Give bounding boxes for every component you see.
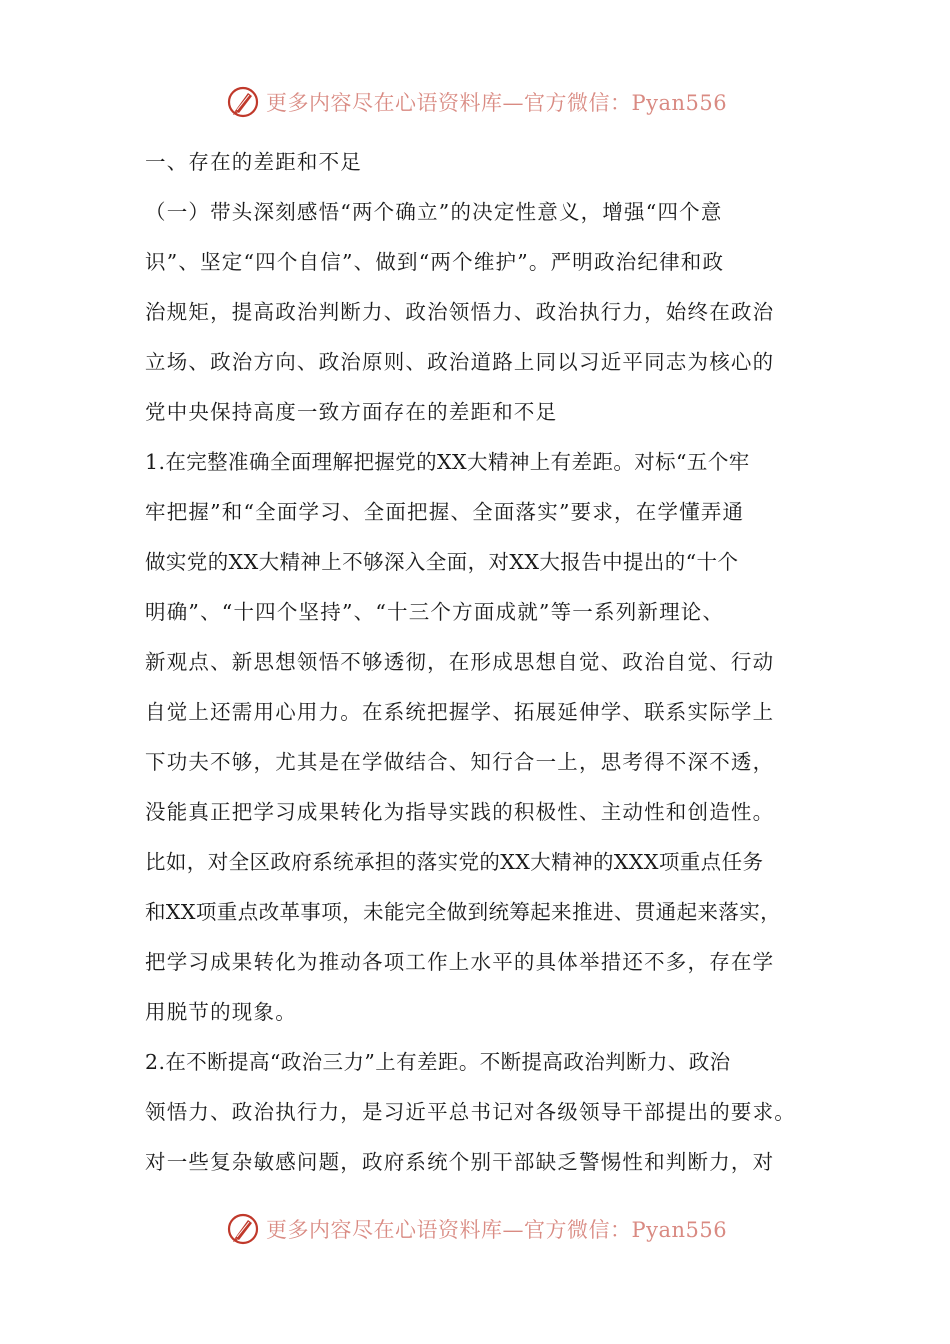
paragraph-line: 2.在不断提高“政治三力”上有差距。不断提高政治判断力、政治 bbox=[145, 1050, 731, 1074]
paragraph-line: 领悟力、政治执行力，是习近平总书记对各级领导干部提出的要求。 bbox=[145, 1100, 796, 1124]
pen-nib-logo-icon bbox=[226, 1212, 260, 1246]
paragraph-line: 明确”、“十四个坚持”、“十三个方面成就”等一系列新理论、 bbox=[145, 600, 725, 624]
subsection-heading-line: 党中央保持高度一致方面存在的差距和不足 bbox=[145, 400, 558, 424]
subsection-heading-line: 立场、政治方向、政治原则、政治道路上同以习近平同志为核心的 bbox=[145, 350, 775, 374]
paragraph-line: 和XX项重点改革事项，未能完全做到统筹起来推进、贯通起来落实， bbox=[145, 900, 782, 924]
section-heading: 一、存在的差距和不足 bbox=[145, 150, 362, 174]
paragraph-line: 自觉上还需用心用力。在系统把握学、拓展延伸学、联系实际学上 bbox=[145, 700, 775, 724]
watermark-banner-bottom bbox=[226, 1209, 746, 1249]
watermark-banner-top bbox=[226, 82, 746, 122]
paragraph-line: 用脱节的现象。 bbox=[145, 1000, 297, 1024]
paragraph-line: 对一些复杂敏感问题，政府系统个别干部缺乏警惕性和判断力，对 bbox=[145, 1150, 775, 1174]
paragraph-line: 没能真正把学习成果转化为指导实践的积极性、主动性和创造性。 bbox=[145, 800, 775, 824]
document-body bbox=[145, 150, 810, 1200]
paragraph-line: 新观点、新思想领悟不够透彻，在形成思想自觉、政治自觉、行动 bbox=[145, 650, 775, 674]
paragraph-line: 把学习成果转化为推动各项工作上水平的具体举措还不多，存在学 bbox=[145, 950, 775, 974]
subsection-heading-line: 识”、坚定“四个自信”、做到“两个维护”。严明政治纪律和政 bbox=[145, 250, 725, 274]
pen-nib-logo-icon bbox=[226, 85, 260, 119]
paragraph-line: 1.在完整准确全面理解把握党的XX大精神上有差距。对标“五个牢 bbox=[145, 450, 750, 474]
watermark-text: 更多内容尽在心语资料库—官方微信：Pyan556 bbox=[266, 1218, 728, 1242]
paragraph-line: 下功夫不够，尤其是在学做结合、知行合一上，思考得不深不透， bbox=[145, 750, 775, 774]
subsection-heading-line: （一）带头深刻感悟“两个确立”的决定性意义，增强“四个意 bbox=[145, 200, 723, 224]
paragraph-line: 做实党的XX大精神上不够深入全面，对XX大报告中提出的“十个 bbox=[145, 550, 739, 574]
watermark-text: 更多内容尽在心语资料库—官方微信：Pyan556 bbox=[266, 91, 728, 115]
subsection-heading-line: 治规矩，提高政治判断力、政治领悟力、政治执行力，始终在政治 bbox=[145, 300, 775, 324]
paragraph-line: 比如，对全区政府系统承担的落实党的XX大精神的XXX项重点任务 bbox=[145, 850, 764, 874]
paragraph-line: 牢把握”和“全面学习、全面把握、全面落实”要求，在学懂弄通 bbox=[145, 500, 745, 524]
